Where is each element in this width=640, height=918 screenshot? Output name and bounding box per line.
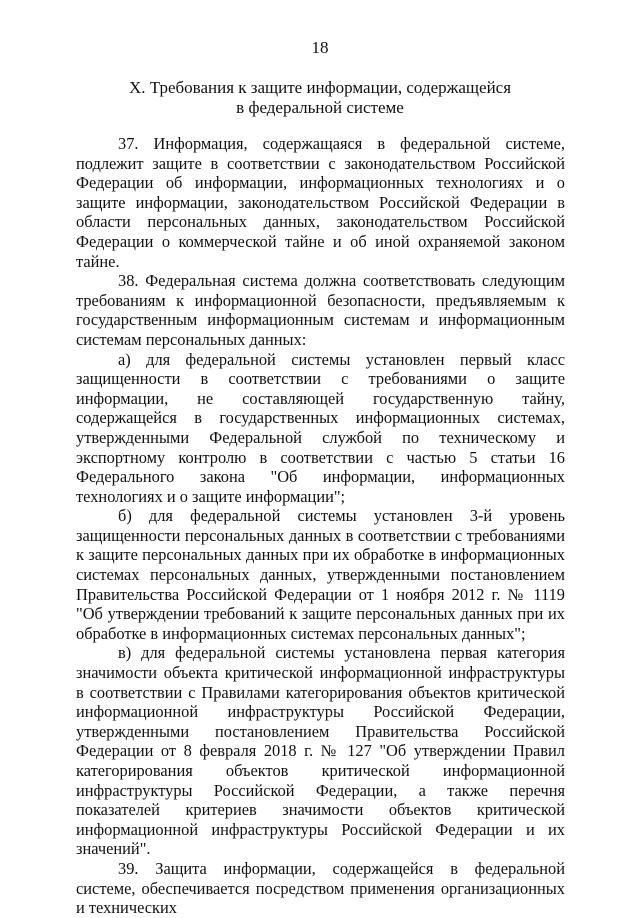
paragraph-38-a: а) для федеральной системы установлен первый класс защищенности в соответствии с требованиями о защите информации, не составляющей государственную тайну, содержащейся в государственных информационных системах, утвержденными Федеральной службой по техническому и экспортному контролю в соответствии с частью 5 статьи 16 Федерального закона "Об информации, информационных технологиях и о защите информации";: [76, 349, 565, 506]
paragraph-38-v: в) для федеральной системы установлена первая категория значимости объекта критической информационной инфраструктуры в соответствии с Правилами категорирования объектов критической информационной инфраструктуры Российской Федерации, утвержденными постановлением Правительства Российской Федерации от 8 февраля 2018 г. № 127 "Об утверждении Правил категорирования объектов критической информационной инфраструктуры Российской Федерации, а также перечня показателей критериев значимости объектов критической информационной инфраструктуры Российской Федерации и их значений".: [76, 643, 565, 859]
document-body: [76, 134, 565, 918]
section-heading: [60, 78, 580, 118]
paragraph-38-b: б) для федеральной системы установлен 3-й уровень защищенности персональных данных в соответствии с требованиями к защите персональных данных при их обработке в информационных системах персональных данных, утвержденными постановлением Правительства Российской Федерации от 1 ноября 2012 г. № 1119 "Об утверждении требований к защите персональных данных при их обработке в информационных системах персональных данных";: [76, 506, 565, 643]
paragraph-39: 39. Защита информации, содержащейся в федеральной системе, обеспечивается посредством применения организационных и технических: [76, 858, 565, 918]
paragraph-38: 38. Федеральная система должна соответствовать следующим требованиям к информационной безопасности, предъявляемым к государственным информационным системам и информационным системам персональных данных:: [76, 271, 565, 349]
section-heading-line-1: X. Требования к защите информации, содержащейся: [128, 78, 512, 97]
paragraph-37: 37. Информация, содержащаяся в федеральной системе, подлежит защите в соответствии с законодательством Российской Федерации об информации, информационных технологиях и о защите информации, законодательством Российской Федерации в области персональных данных, законодательством Российской Федерации о коммерческой тайне и об иной охраняемой законом тайне.: [76, 134, 565, 271]
page-number: 18: [311, 38, 329, 57]
section-heading-line-2: в федеральной системе: [236, 98, 404, 117]
